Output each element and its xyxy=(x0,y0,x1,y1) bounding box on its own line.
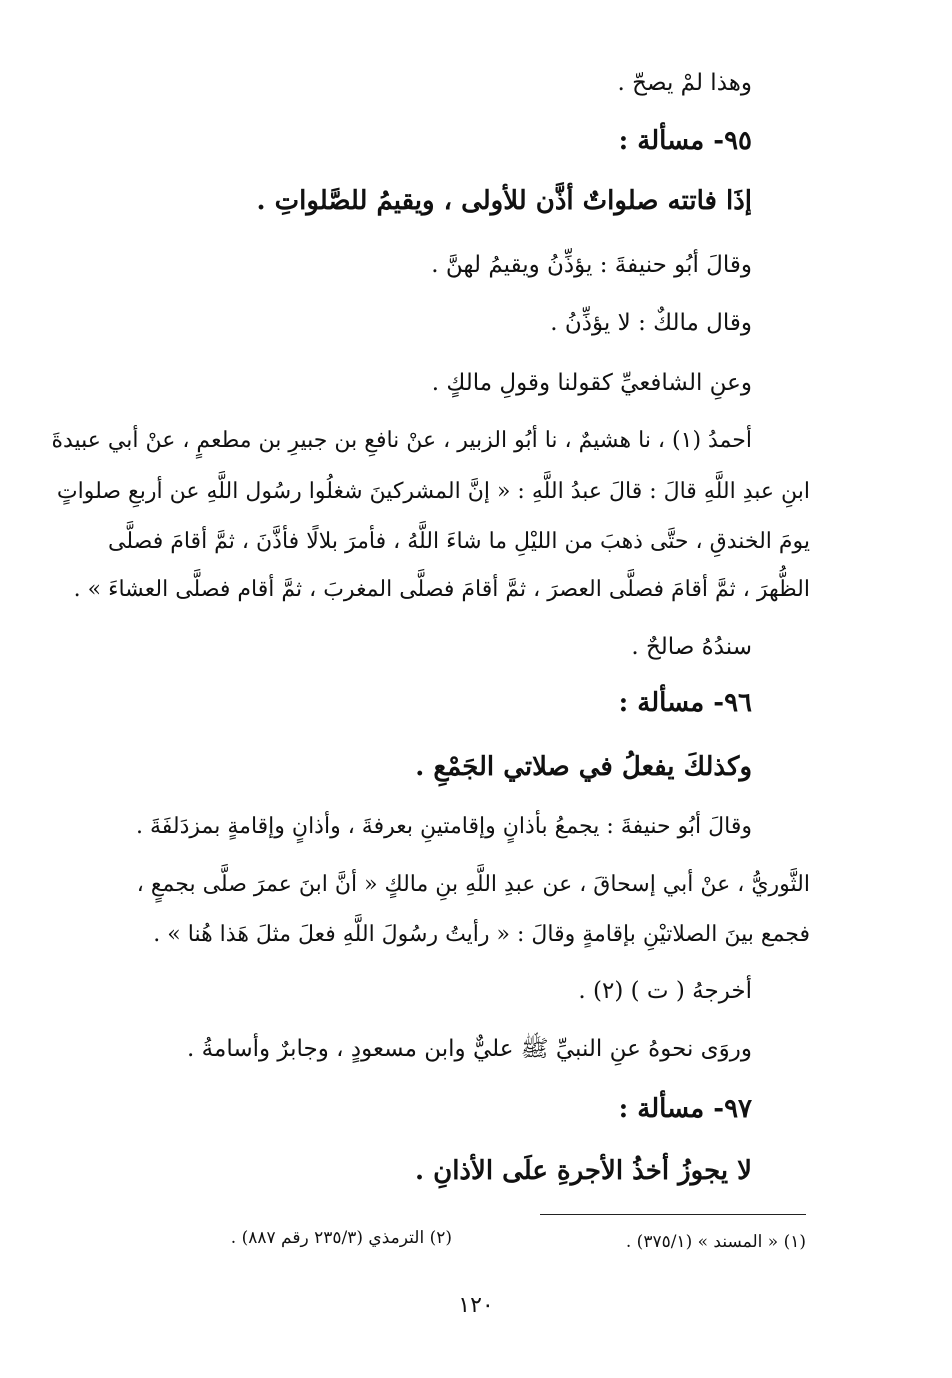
text-line: أحمدُ (١) ، نا هشيمٌ ، نا أبُو الزبير ، عنْ نافعِ بن جبيرِ بن مطعمٍ ، عنْ أبي عبيدةَ xyxy=(51,428,752,453)
section-statement: وكذلكَ يفعلُ في صلاتي الجَمْعِ . xyxy=(415,752,752,782)
text-line: وعنِ الشافعيِّ كقولنا وقولِ مالكٍ . xyxy=(431,370,752,396)
text-line: وقالَ أبُو حنيفةَ : يجمعُ بأذانٍ وإقامتينِ بعرفةَ ، وأذانٍ وإقامةٍ بمزدَلفَةَ . xyxy=(136,814,752,839)
footnote-1: (١) « المسند » (٣٧٥/١) . xyxy=(625,1232,806,1252)
text-line: الثَّوريُّ ، عنْ أبي إسحاقَ ، عن عبدِ اللَّهِ بنِ مالكٍ « أنَّ ابنَ عمرَ صلَّى بجمعٍ ، xyxy=(136,872,810,897)
text-line: أخرجهُ ( ت ) (٢) . xyxy=(578,978,752,1004)
text-line: الظُّهرَ ، ثمَّ أقامَ فصلَّى العصرَ ، ثمَّ أقامَ فصلَّى المغربَ ، ثمَّ أقام فصلَّى العشاءَ » . xyxy=(73,577,810,602)
section-statement: إذَا فاتته صلواتٌ أذَّن للأولى ، ويقيمُ للصَّلواتِ . xyxy=(256,186,752,216)
text-line: وروَى نحوهُ عنِ النبيِّ ﷺ عليٌّ وابن مسعودٍ ، وجابرٌ وأسامةُ . xyxy=(187,1036,752,1062)
section-heading: ٩٥- مسألة : xyxy=(618,126,752,156)
text-line: سندُهُ صالحٌ . xyxy=(631,634,752,660)
text-line: وقالَ أبُو حنيفةَ : يؤذِّنُ ويقيمُ لهنَّ . xyxy=(431,252,752,278)
section-heading: ٩٧- مسألة : xyxy=(618,1094,752,1124)
text-line: فجمع بينَ الصلاتيْنِ بإقامةٍ وقالَ : « رأيتُ رسُولَ اللَّهِ فعلَ مثلَ هَذا هُنا » . xyxy=(153,922,810,947)
text-line: وقال مالكٌ : لا يؤذِّنُ . xyxy=(550,310,752,336)
text-line: يومَ الخندقِ ، حتَّى ذهبَ من الليْلِ ما شاءَ اللَّهُ ، فأمرَ بلالًا فأذَّنَ ، ثمَّ أقامَ فصلَّى xyxy=(108,529,810,554)
footnote-2: (٢) الترمذي (٢٣٥/٣ رقم ٨٨٧) . xyxy=(230,1228,452,1248)
section-statement: لا يجوزُ أخذُ الأجرةِ علَى الأذانِ . xyxy=(415,1156,752,1186)
text-line: ابنِ عبدِ اللَّهِ قالَ : قالَ عبدُ اللَّهِ : « إنَّ المشركينَ شغلُوا رسُول اللَّهِ عن أربعِ صلواتٍ xyxy=(56,479,810,504)
text-line: وهذا لمْ يصحّ . xyxy=(617,70,752,96)
page-number: ١٢٠ xyxy=(458,1293,494,1318)
section-heading: ٩٦- مسألة : xyxy=(618,688,752,718)
footnote-separator xyxy=(540,1214,806,1215)
